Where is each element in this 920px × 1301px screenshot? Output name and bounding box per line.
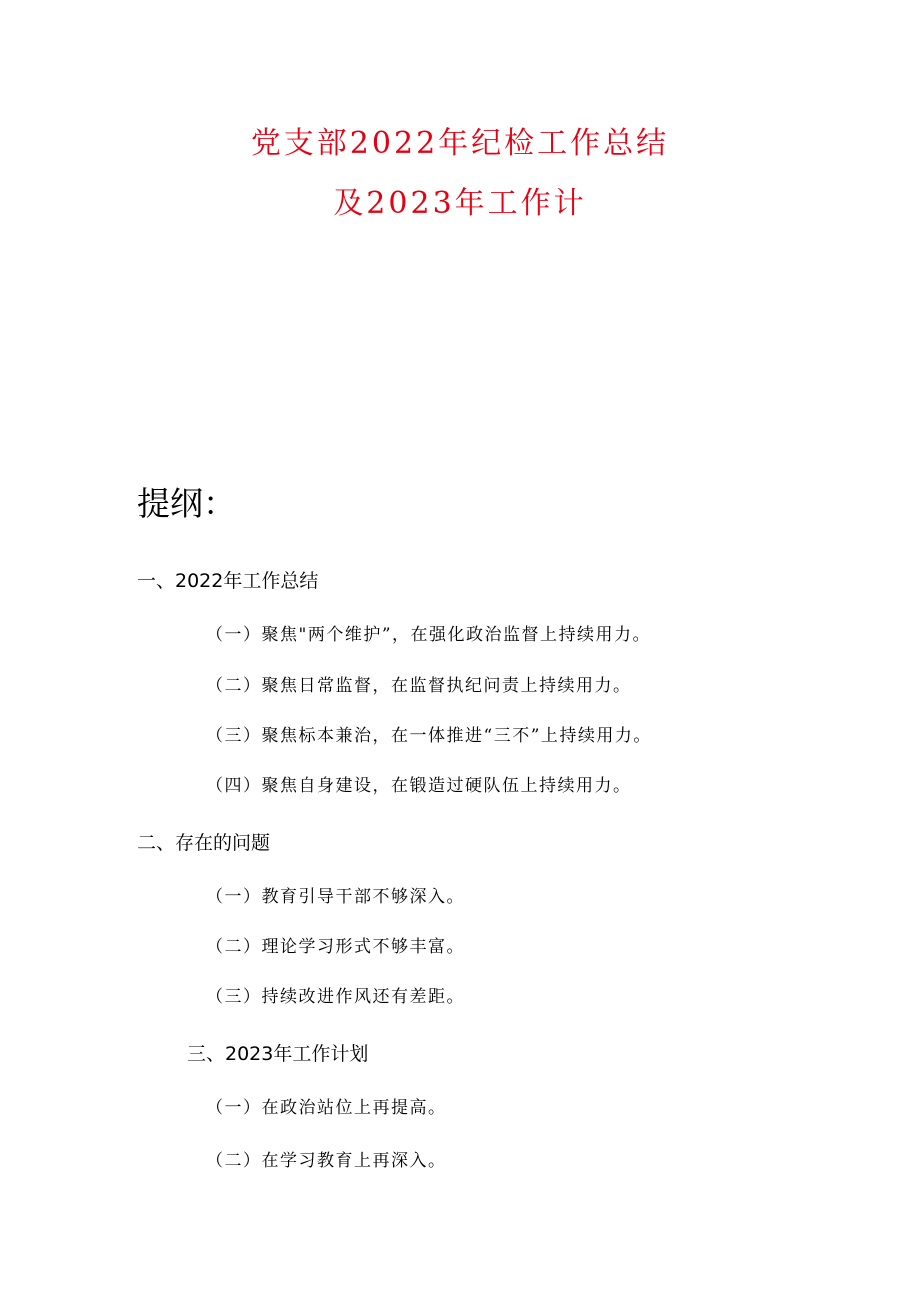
list-item: （一）在政治站位上再提高。: [206, 1098, 447, 1118]
document-title-line-2: 及2023年工作计: [333, 186, 587, 221]
section-heading-plan: 三、2023年工作计划: [187, 1043, 369, 1065]
list-item: （一）教育引导干部不够深入。: [206, 887, 465, 907]
list-item: （三）持续改进作风还有差距。: [206, 987, 465, 1007]
list-item: （二）在学习教育上再深入。: [206, 1151, 447, 1171]
list-item: （三）聚焦标本兼治，在一体推进“三不”上持续用力。: [206, 726, 652, 746]
outline-heading: 提纲：: [137, 484, 236, 523]
list-item: （一）聚焦"两个维护”，在强化政治监督上持续用力。: [206, 625, 652, 645]
section-heading-problems: 二、存在的问题: [137, 832, 271, 854]
section-heading-summary: 一、2022年工作总结: [137, 570, 319, 592]
list-item: （二）聚焦日常监督，在监督执纪问责上持续用力。: [206, 676, 632, 696]
list-item: （二）理论学习形式不够丰富。: [206, 937, 465, 957]
document-title-line-1: 党支部2022年纪检工作总结: [250, 126, 670, 161]
list-item: （四）聚焦自身建设，在锻造过硬队伍上持续用力。: [206, 776, 632, 796]
